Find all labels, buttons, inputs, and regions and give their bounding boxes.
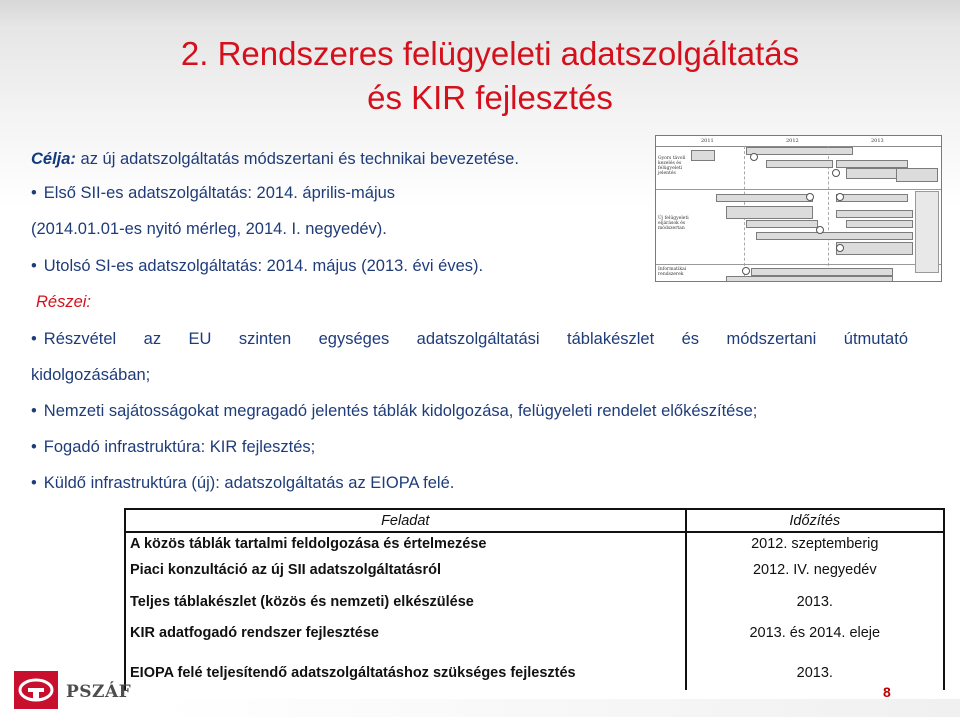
gantt-task-box (691, 150, 715, 161)
gantt-milestone (806, 193, 814, 201)
gantt-task-box (726, 206, 813, 219)
bullet-dot: • (31, 257, 37, 275)
gantt-task-box (746, 147, 853, 155)
table-row (125, 648, 944, 690)
bullet-dot: • (31, 402, 37, 420)
gantt-task-box (751, 268, 893, 276)
task-cell: Teljes táblakészlet (közös és nemzeti) elkészülése (125, 586, 686, 617)
table-header-row (125, 509, 944, 532)
bullet-dot: • (31, 438, 37, 456)
parts-bullet-4-text: Küldő infrastruktúra (új): adatszolgáltatás az EIOPA felé. (43, 474, 455, 492)
table-row (125, 586, 944, 617)
title-line-1: 2. Rendszeres felügyeleti adatszolgáltatás (180, 35, 800, 72)
last-delivery-text: Utolsó SI-es adatszolgáltatás: 2014. május (2013. évi éves). (43, 257, 484, 275)
gantt-year: 2013 (871, 138, 884, 144)
gantt-milestone (832, 169, 840, 177)
footer-bar (160, 699, 960, 717)
task-cell: Piaci konzultáció az új SII adatszolgáltatásról (125, 554, 686, 586)
gantt-milestone (836, 193, 844, 201)
table-row (125, 617, 944, 648)
gantt-milestone (750, 153, 758, 161)
gantt-diagram (655, 135, 942, 282)
first-delivery-text: Első SII-es adatszolgáltatás: 2014. április-május (43, 184, 396, 202)
gantt-task-box (756, 232, 913, 240)
title-line-2: és KIR fejlesztés (367, 79, 613, 116)
task-cell: KIR adatfogadó rendszer fejlesztése (125, 617, 686, 648)
gantt-task-box (836, 160, 908, 168)
timing-cell: 2013. (686, 586, 944, 617)
gantt-task-box (726, 276, 893, 282)
gantt-task-box (766, 160, 833, 168)
bullet-first-delivery (31, 184, 395, 203)
timing-cell: 2013. (686, 648, 944, 690)
gantt-task-box (716, 194, 813, 202)
goal-line (31, 150, 519, 169)
gantt-year: 2011 (701, 138, 714, 144)
goal-label: Célja: (31, 150, 76, 168)
gantt-milestone (836, 244, 844, 252)
slide-title (0, 32, 960, 120)
table-row (125, 532, 944, 554)
gantt-task-box (846, 220, 913, 228)
gantt-side-panel (915, 191, 939, 273)
gantt-year-header (656, 136, 941, 147)
parts-bullet-2-text: Nemzeti sajátosságokat megragadó jelentés táblák kidolgozása, felügyeleti rendelet előkészítése; (43, 402, 758, 420)
gantt-task-box (746, 220, 818, 228)
gantt-separator (656, 264, 941, 265)
timing-cell: 2013. és 2014. eleje (686, 617, 944, 648)
gantt-task-box (836, 210, 913, 218)
gantt-separator (656, 189, 941, 190)
header-timing: Időzítés (686, 509, 944, 532)
parts-bullet-1-continuation: kidolgozásában; (31, 366, 151, 384)
parts-bullet-3 (31, 438, 315, 457)
parts-bullet-2 (31, 402, 757, 421)
parts-label: Részei: (36, 293, 92, 311)
gantt-year: 2012 (786, 138, 799, 144)
gantt-milestone (742, 267, 750, 275)
task-table (124, 508, 945, 690)
bullet-last-delivery (31, 257, 483, 276)
goal-text: az új adatszolgáltatás módszertani és technikai bevezetése. (75, 150, 519, 168)
gantt-row-label: Informatikai rendszerek (658, 267, 687, 277)
gantt-milestone (816, 226, 824, 234)
gantt-task-box (896, 168, 938, 182)
gantt-row-label: Gyors távoli kezelés és felügyeleti jelentés (658, 156, 686, 176)
page-number: 8 (883, 684, 891, 700)
bullet-dot: • (31, 330, 37, 348)
first-delivery-continuation: (2014.01.01-es nyitó mérleg, 2014. I. negyedév). (31, 220, 387, 238)
bullet-dot: • (31, 474, 37, 492)
timing-cell: 2012. szeptemberig (686, 532, 944, 554)
timing-cell: 2012. IV. negyedév (686, 554, 944, 586)
task-cell: EIOPA felé teljesítendő adatszolgáltatáshoz szükséges fejlesztés (125, 648, 686, 690)
parts-bullet-3-text: Fogadó infrastruktúra: KIR fejlesztés; (43, 438, 316, 456)
table-row (125, 554, 944, 586)
logo-text: PSZÁF (66, 682, 132, 702)
pszaf-logo-icon (14, 671, 58, 709)
parts-bullet-4 (31, 474, 454, 493)
header-task: Feladat (125, 509, 686, 532)
parts-bullet-1-text: Részvétel az EU szinten egységes adatszolgáltatási táblakészlet és módszertani útmutató (43, 330, 908, 348)
parts-bullet-1 (31, 330, 908, 349)
gantt-row-label: Új felügyeleti eljárások és módszertan (658, 216, 689, 231)
gantt-task-box (836, 242, 913, 255)
gantt-task-box (836, 194, 908, 202)
bullet-dot: • (31, 184, 37, 202)
task-cell: A közös táblák tartalmi feldolgozása és értelmezése (125, 532, 686, 554)
